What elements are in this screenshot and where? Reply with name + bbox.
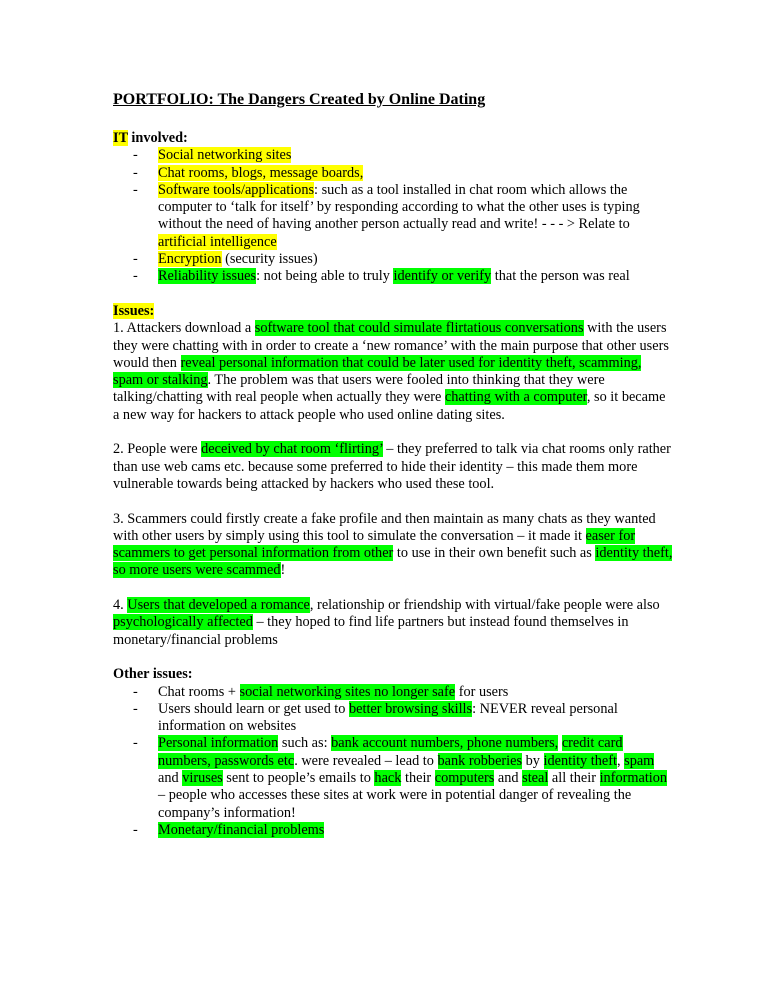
issues-paragraphs bbox=[113, 320, 673, 649]
text-run: – they hoped to find life partners but instead found themselves in monetary/financial problems bbox=[113, 614, 629, 648]
highlighted-text: identify or verify bbox=[393, 268, 492, 285]
highlighted-text: bank account numbers, phone numbers, bbox=[331, 735, 559, 752]
list-item bbox=[113, 268, 673, 285]
text-run: 3. Scammers could firstly create a fake profile and then maintain as many chats as they wanted with other users by simply using this tool to simulate the conversation – it made it bbox=[113, 510, 656, 544]
list-item bbox=[113, 701, 673, 736]
highlighted-text: better browsing skills bbox=[348, 700, 473, 717]
document-title: PORTFOLIO: The Dangers Created by Online Dating bbox=[113, 91, 486, 108]
highlighted-text: Monetary/financial problems bbox=[158, 821, 325, 838]
list-item bbox=[113, 182, 673, 251]
text-run: all their bbox=[548, 769, 600, 786]
text-run: and bbox=[158, 769, 183, 786]
text-run: and bbox=[494, 769, 523, 786]
it-highlight: IT bbox=[113, 130, 128, 146]
text-run: 4. bbox=[113, 597, 128, 614]
it-involved-section bbox=[113, 130, 673, 286]
issues-heading-highlight: Issues: bbox=[113, 302, 155, 319]
list-item bbox=[113, 165, 673, 182]
highlighted-text: identity theft bbox=[543, 752, 617, 769]
text-run: that the person was real bbox=[491, 268, 630, 285]
text-run: – they preferred to talk via chat rooms only rather than use web cams etc. because some preferred to hide their identity – this made them more vulnerable towards being attacked by hackers who used these tool. bbox=[113, 441, 671, 492]
text-run: 1. Attackers download a bbox=[113, 320, 255, 337]
text-run: their bbox=[401, 769, 435, 786]
text-run: to use in their own benefit such as bbox=[393, 545, 596, 562]
highlighted-text: Software tools/applications bbox=[158, 181, 315, 198]
highlighted-text: viruses bbox=[182, 769, 223, 786]
highlighted-text: identity theft, so more users were scammed bbox=[113, 545, 673, 579]
text-run: ! bbox=[280, 562, 286, 579]
highlighted-text: hack bbox=[374, 769, 402, 786]
text-run: (security issues) bbox=[221, 251, 318, 268]
text-run: such as: bbox=[278, 735, 332, 752]
text-run: Chat rooms + bbox=[158, 683, 240, 700]
issue-paragraph bbox=[113, 441, 673, 493]
highlighted-text: artificial intelligence bbox=[158, 233, 277, 250]
other-issues-heading: Other issues: bbox=[113, 666, 193, 683]
text-run: : such as a tool installed in chat room which allows the computer to ‘talk for itself’ by responding according to what the other uses is typing without the need of having another person actually read and write! - - - > Relate to bbox=[158, 181, 640, 233]
text-run: : not being able to truly bbox=[256, 268, 394, 285]
text-run: . The problem was that users were fooled into thinking that they were talking/chatting with real people when actually they were bbox=[113, 372, 605, 406]
highlighted-text: bank robberies bbox=[437, 752, 523, 769]
other-issues-list bbox=[113, 684, 673, 840]
document-content bbox=[113, 90, 673, 839]
text-run: for users bbox=[455, 683, 509, 700]
list-item bbox=[113, 822, 673, 839]
list-item bbox=[113, 684, 673, 701]
list-item bbox=[113, 147, 673, 164]
list-item bbox=[113, 735, 673, 821]
issue-paragraph bbox=[113, 320, 673, 424]
issue-paragraph bbox=[113, 597, 673, 649]
highlighted-text: social networking sites no longer safe bbox=[239, 683, 456, 700]
highlighted-text: steal bbox=[522, 769, 549, 786]
highlighted-text: Personal information bbox=[158, 735, 279, 752]
highlighted-text: Chat rooms, blogs, message boards, bbox=[158, 164, 364, 181]
highlighted-text: software tool that could simulate flirtatious conversations bbox=[254, 320, 584, 337]
issues-section bbox=[113, 303, 673, 649]
text-run: , so it became a new way for hackers to attack people who used online dating sites. bbox=[113, 389, 666, 423]
highlighted-text: Reliability issues bbox=[158, 268, 257, 285]
text-run: , relationship or friendship with virtual/fake people were also bbox=[309, 597, 660, 614]
text-run: with the users they were chatting with in order to create a ‘new romance’ with the main purpose that other users would then bbox=[113, 320, 669, 371]
text-run: Users should learn or get used to bbox=[158, 700, 349, 717]
text-run: . were revealed – lead to bbox=[294, 752, 438, 769]
highlighted-text: psychologically affected bbox=[113, 614, 253, 631]
highlighted-text: Users that developed a romance bbox=[127, 597, 310, 614]
highlighted-text: information bbox=[599, 769, 668, 786]
text-run: by bbox=[522, 752, 544, 769]
highlighted-text: deceived by chat room ‘flirting’ bbox=[201, 441, 383, 458]
highlighted-text: chatting with a computer bbox=[444, 389, 587, 406]
highlighted-text: Social networking sites bbox=[158, 147, 292, 164]
highlighted-text: Encryption bbox=[158, 251, 222, 268]
highlighted-text: credit card numbers, passwords etc bbox=[158, 735, 623, 769]
text-run: sent to people’s emails to bbox=[222, 769, 375, 786]
issues-heading bbox=[113, 303, 673, 320]
it-heading-rest: involved: bbox=[127, 130, 188, 146]
highlighted-text: reveal personal information that could be later used for identity theft, scamming, spam or stalking bbox=[113, 354, 642, 389]
highlighted-text: spam bbox=[624, 752, 655, 769]
issue-paragraph bbox=[113, 511, 673, 580]
text-run: – people who accesses these sites at work were in potential danger of revealing the company’s information! bbox=[158, 787, 632, 821]
other-issues-section bbox=[113, 666, 673, 839]
highlighted-text: computers bbox=[434, 769, 495, 786]
it-involved-heading bbox=[113, 130, 673, 147]
text-run: , bbox=[616, 752, 625, 769]
it-involved-list bbox=[113, 147, 673, 285]
text-run: : NEVER reveal personal information on websites bbox=[158, 700, 618, 735]
text-run: 2. People were bbox=[113, 441, 202, 458]
highlighted-text: easer for scammers to get personal information from other bbox=[113, 527, 636, 562]
list-item bbox=[113, 251, 673, 268]
